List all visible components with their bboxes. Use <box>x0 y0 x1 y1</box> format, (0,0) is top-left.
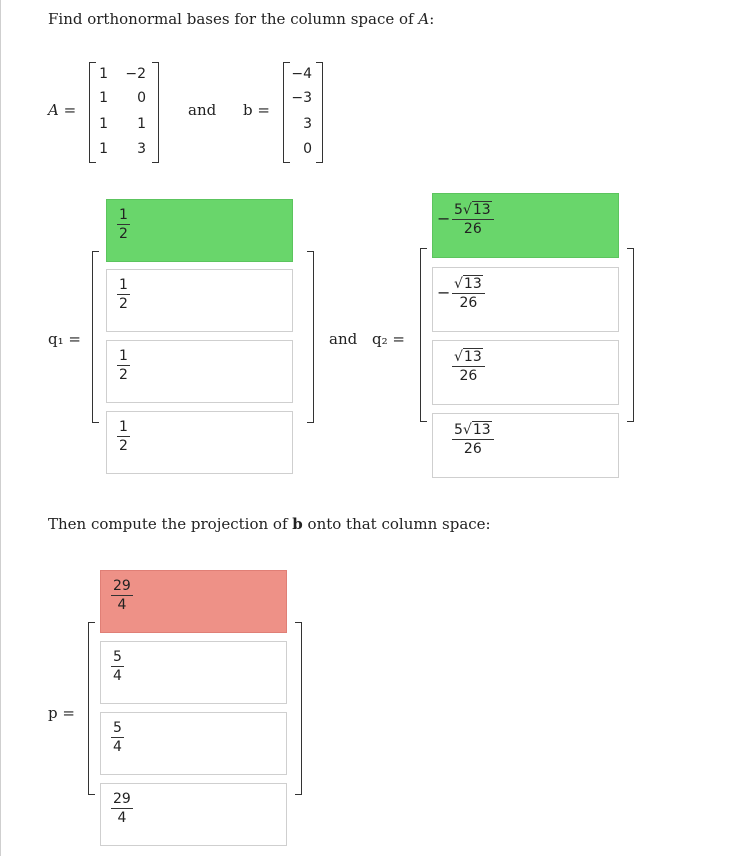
fraction-denominator: 4 <box>113 738 122 755</box>
fraction-numerator: 1 <box>119 207 128 223</box>
fraction-numerator: 5 <box>113 720 122 736</box>
q1-label: q₁ = <box>48 330 81 348</box>
fraction-numerator <box>452 350 485 367</box>
page-left-border <box>0 0 1 856</box>
sqrt-radicand: 13 <box>463 276 482 292</box>
matrix-a-cell: 1 <box>99 66 108 82</box>
q2-entry-fraction <box>452 350 485 383</box>
q2-entry-fraction <box>452 423 494 456</box>
projection-prompt <box>48 517 491 532</box>
fraction-numerator <box>452 203 494 220</box>
projection-prompt-text: Then compute the projection of <box>48 515 293 533</box>
sqrt-coefficient: 5 <box>454 422 463 438</box>
p-entry-fraction <box>111 721 124 754</box>
fraction-numerator: 1 <box>119 348 128 364</box>
sqrt-radicand: 13 <box>463 349 482 365</box>
q2-minus-sign: − <box>437 209 451 228</box>
fraction-denominator: 2 <box>119 225 128 242</box>
p-entry-fraction <box>111 792 133 825</box>
and-label-1: and <box>188 101 217 119</box>
sqrt-symbol: √ <box>462 202 472 218</box>
fraction-denominator: 4 <box>113 667 122 684</box>
q1-entry-fraction <box>117 208 130 241</box>
matrix-a-cell: 3 <box>137 141 146 157</box>
vector-b-cell: 3 <box>303 116 312 132</box>
fraction-numerator: 29 <box>113 791 131 807</box>
matrix-a-cell: 1 <box>99 90 108 106</box>
matrix-a-cell: −2 <box>125 66 146 82</box>
fraction-numerator: 5 <box>113 649 122 665</box>
vector-b-cell: −4 <box>291 66 312 82</box>
q1-left-bracket <box>92 251 99 423</box>
heading-colon: : <box>429 10 435 28</box>
fraction-denominator: 2 <box>119 437 128 454</box>
sqrt-coefficient: 5 <box>454 202 463 218</box>
matrix-a-left-bracket <box>89 62 96 163</box>
fraction-denominator: 26 <box>463 440 482 457</box>
matrix-a-cell: 1 <box>137 116 146 132</box>
vector-b-right-bracket <box>316 62 323 163</box>
fraction-numerator: 1 <box>119 419 128 435</box>
fraction-denominator: 26 <box>463 220 482 237</box>
vector-b-cell: −3 <box>291 90 312 106</box>
fraction-denominator: 4 <box>117 596 127 613</box>
q1-answer-box[interactable] <box>106 340 293 403</box>
q2-minus-sign: − <box>437 283 451 302</box>
q2-entry-fraction <box>452 277 485 310</box>
p-answer-box[interactable] <box>100 712 287 775</box>
p-right-bracket <box>295 622 302 795</box>
fraction-denominator: 4 <box>117 809 127 826</box>
question-heading <box>48 12 434 27</box>
fraction-denominator: 2 <box>119 295 128 312</box>
q1-answer-box[interactable] <box>106 269 293 332</box>
fraction-numerator: 29 <box>113 578 131 594</box>
p-label: p = <box>48 704 75 722</box>
projection-prompt-tail: onto that column space: <box>302 515 491 533</box>
fraction-denominator: 2 <box>119 366 128 383</box>
p-entry-fraction <box>111 650 124 683</box>
heading-text: Find orthonormal bases for the column space of <box>48 10 419 28</box>
sqrt-radicand: 13 <box>472 422 491 438</box>
q1-entry-fraction <box>117 349 130 382</box>
matrix-a-label: A = <box>48 101 77 119</box>
fraction-numerator <box>452 277 485 294</box>
p-answer-box[interactable] <box>100 641 287 704</box>
vector-b-label: b = <box>243 101 270 119</box>
sqrt-radicand: 13 <box>472 202 491 218</box>
fraction-denominator: 26 <box>459 367 478 384</box>
projection-b: b <box>292 515 303 533</box>
q1-entry-fraction <box>117 278 130 311</box>
and-label-2: and <box>329 330 358 348</box>
q1-right-bracket <box>307 251 314 423</box>
p-left-bracket <box>88 622 95 795</box>
sqrt-symbol: √ <box>454 276 463 292</box>
q1-answer-box[interactable] <box>106 411 293 474</box>
p-entry-fraction <box>111 579 133 612</box>
matrix-a-cell: 1 <box>99 116 108 132</box>
q1-entry-fraction <box>117 420 130 453</box>
vector-b-cell: 0 <box>303 141 312 157</box>
q2-label: q₂ = <box>372 330 405 348</box>
sqrt-symbol: √ <box>454 349 463 365</box>
fraction-numerator: 1 <box>119 277 128 293</box>
matrix-a-right-bracket <box>152 62 159 163</box>
q2-right-bracket <box>627 248 634 422</box>
fraction-denominator: 26 <box>459 294 478 311</box>
sqrt-symbol: √ <box>462 422 472 438</box>
heading-variable: A <box>418 10 430 28</box>
matrix-a-cell: 1 <box>99 141 108 157</box>
q2-entry-fraction <box>452 203 494 236</box>
matrix-a-cell: 0 <box>137 90 146 106</box>
q2-left-bracket <box>420 248 427 422</box>
q1-answer-box[interactable] <box>106 199 293 262</box>
fraction-numerator <box>452 423 494 440</box>
